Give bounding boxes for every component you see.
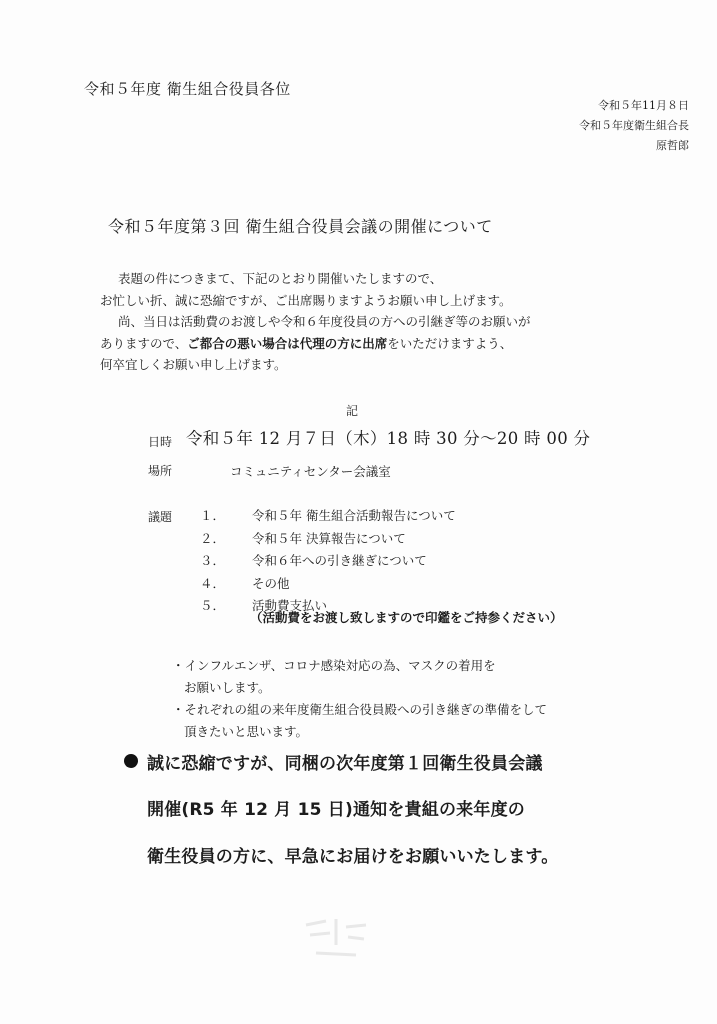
body-line-2: お忙しい折、誠に恐縮ですが、ご出席賜りますようお願い申し上げます。 [100,292,512,308]
important-line-2: 開催(R5 年 12 月 15 日)通知を貴組の来年度の [147,800,525,820]
important-line-1: 誠に恐縮ですが、同梱の次年度第１回衛生役員会議 [147,754,543,774]
agenda-item-text: 令和６年への引き継ぎについて [252,553,427,568]
agenda-item-number: ３． [200,553,226,568]
agenda-item-text: 令和５年 衛生組合活動報告について [252,508,456,523]
ki-heading: 記 [346,404,359,418]
place-value: コミュニティセンター会議室 [230,464,391,479]
agenda-item [200,550,456,573]
body-line-4-post: をいただけますよう、 [387,335,513,351]
agenda-item [200,573,456,596]
body-paragraph [100,268,531,376]
recipient-line: 令和５年度 衛生組合役員各位 [84,80,291,98]
note-2-line-2: 頂きたいと思います。 [184,724,309,739]
body-line-3: 尚、当日は活動費のお渡しや令和６年度役員の方への引継ぎ等のお願いが [118,314,531,329]
sender-name: 原哲郎 [656,139,689,152]
body-line-4-bold: ご都合の悪い場合は代理の方に出席 [187,335,388,351]
datetime-value: 令和５年 12 月７日（木）18 時 30 分～20 時 00 分 [186,429,591,448]
document-title: 令和５年度第３回 衛生組合役員会議の開催について [108,217,493,236]
agenda-item-number: ２． [200,530,226,546]
place-label: 場所 [148,464,173,478]
agenda-list [200,505,456,618]
body-line-5: 何卒宜しくお願い申し上げます。 [100,357,287,372]
issue-date: 令和５年11月８日 [598,99,689,112]
sender-organization: 令和５年度衛生組合長 [579,119,689,132]
agenda-note: （活動費をお渡し致しますので印鑑をご持参ください） [250,610,563,625]
agenda-label: 議題 [148,510,173,524]
agenda-item-number: １． [200,508,226,523]
datetime-label: 日時 [148,435,173,449]
agenda-item-text: 活動費支払い [252,598,328,613]
agenda-item-number: ４． [200,575,226,591]
notes-block [172,655,547,743]
agenda-item [200,528,456,551]
body-line-4-pre: ありますので、 [100,335,188,351]
bullet-icon [124,754,138,768]
body-line-4 [100,333,531,355]
agenda-item-text: その他 [252,575,290,591]
important-line-3: 衛生役員の方に、早急にお届けをお願いいたします。 [147,847,559,867]
agenda-item-number: ５． [200,598,226,613]
sender-block [579,96,689,156]
note-1-line-2: お願いします。 [184,680,271,695]
agenda-item-text: 令和５年 決算報告について [252,530,406,546]
agenda-item [200,505,456,528]
note-1-line-1: ・インフルエンザ、コロナ感染対応の為、マスクの着用を [172,658,496,673]
note-2-line-1: ・それぞれの組の来年度衛生組合役員殿への引き継ぎの準備をして [172,702,548,717]
body-line-1: 表題の件につきまて、下記のとおり開催いたしますので、 [118,271,443,286]
faint-stamp-mark [296,905,386,965]
